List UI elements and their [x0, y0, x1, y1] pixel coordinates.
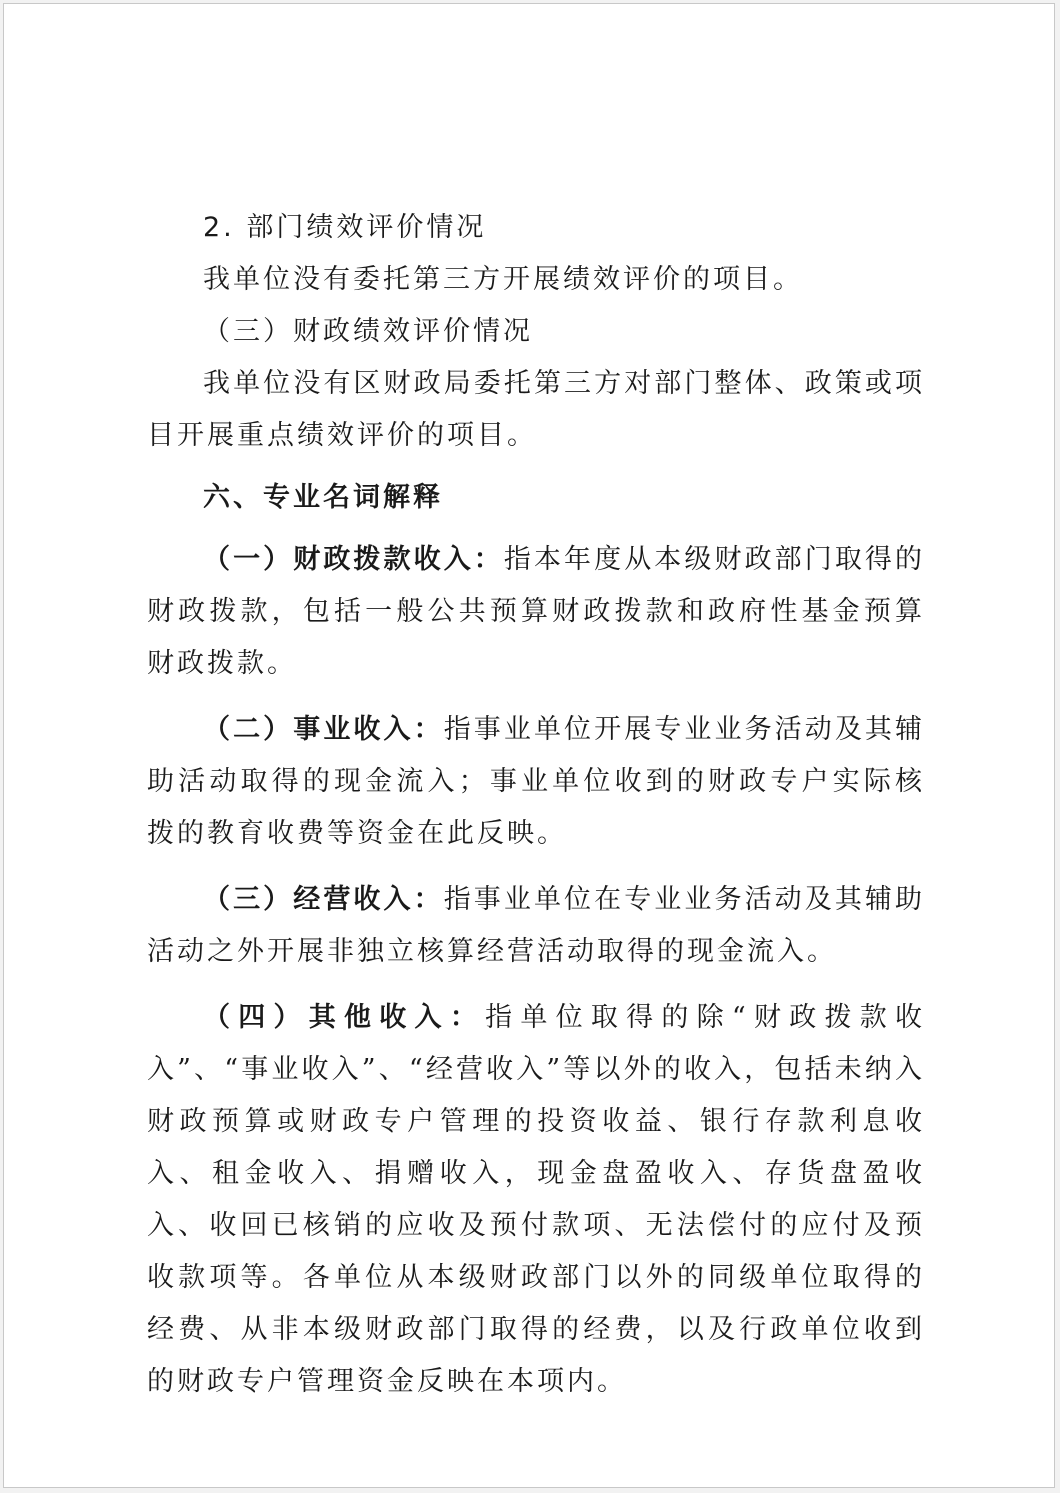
section-3-title: （三）财政绩效评价情况: [203, 316, 533, 347]
term-paragraph-3: [147, 874, 925, 978]
term-label: （二）事业收入：: [203, 714, 444, 745]
section-2-body: 我单位没有委托第三方开展绩效评价的项目。: [203, 264, 803, 295]
term-label: （一）财政拨款收入：: [203, 544, 504, 575]
term-label: （三）经营收入：: [203, 884, 444, 915]
term-definition: 指单位取得的除“财政拨款收入”、“事业收入”、“经营收入”等以外的收入，包括未纳入财政预算或财政专户管理的投资收益、银行存款利息收入、租金收入、捐赠收入，现金盘盈收入、存货盘盈收入、收回已核销的应收及预付款项、无法偿付的应付及预收款项等。各单位从本级财政部门以外的同级单位取得的经费、从非本级财政部门取得的经费，以及行政单位收到的财政专户管理资金反映在本项内。: [147, 1002, 925, 1397]
term-paragraph-1: [147, 534, 925, 690]
term-paragraph-2: [147, 704, 925, 860]
document-body: [147, 202, 925, 1408]
section-2-title: 2. 部门绩效评价情况: [203, 212, 487, 243]
document-page: [3, 3, 1055, 1488]
term-paragraph-4: [147, 992, 925, 1408]
chapter-6-title: 六、专业名词解释: [203, 482, 443, 513]
term-definition: 指本年度从本级财政部门取得的财政拨款，包括一般公共预算财政拨款和政府性基金预算财政拨款。: [147, 544, 926, 679]
term-definition: 指事业单位开展专业业务活动及其辅助活动取得的现金流入；事业单位收到的财政专户实际核拨的教育收费等资金在此反映。: [147, 714, 926, 849]
term-definition: 指事业单位在专业业务活动及其辅助活动之外开展非独立核算经营活动取得的现金流入。: [147, 884, 926, 967]
section-3-body: 我单位没有区财政局委托第三方对部门整体、政策或项目开展重点绩效评价的项目。: [147, 368, 925, 451]
term-label: （四）其他收入：: [203, 1002, 486, 1033]
